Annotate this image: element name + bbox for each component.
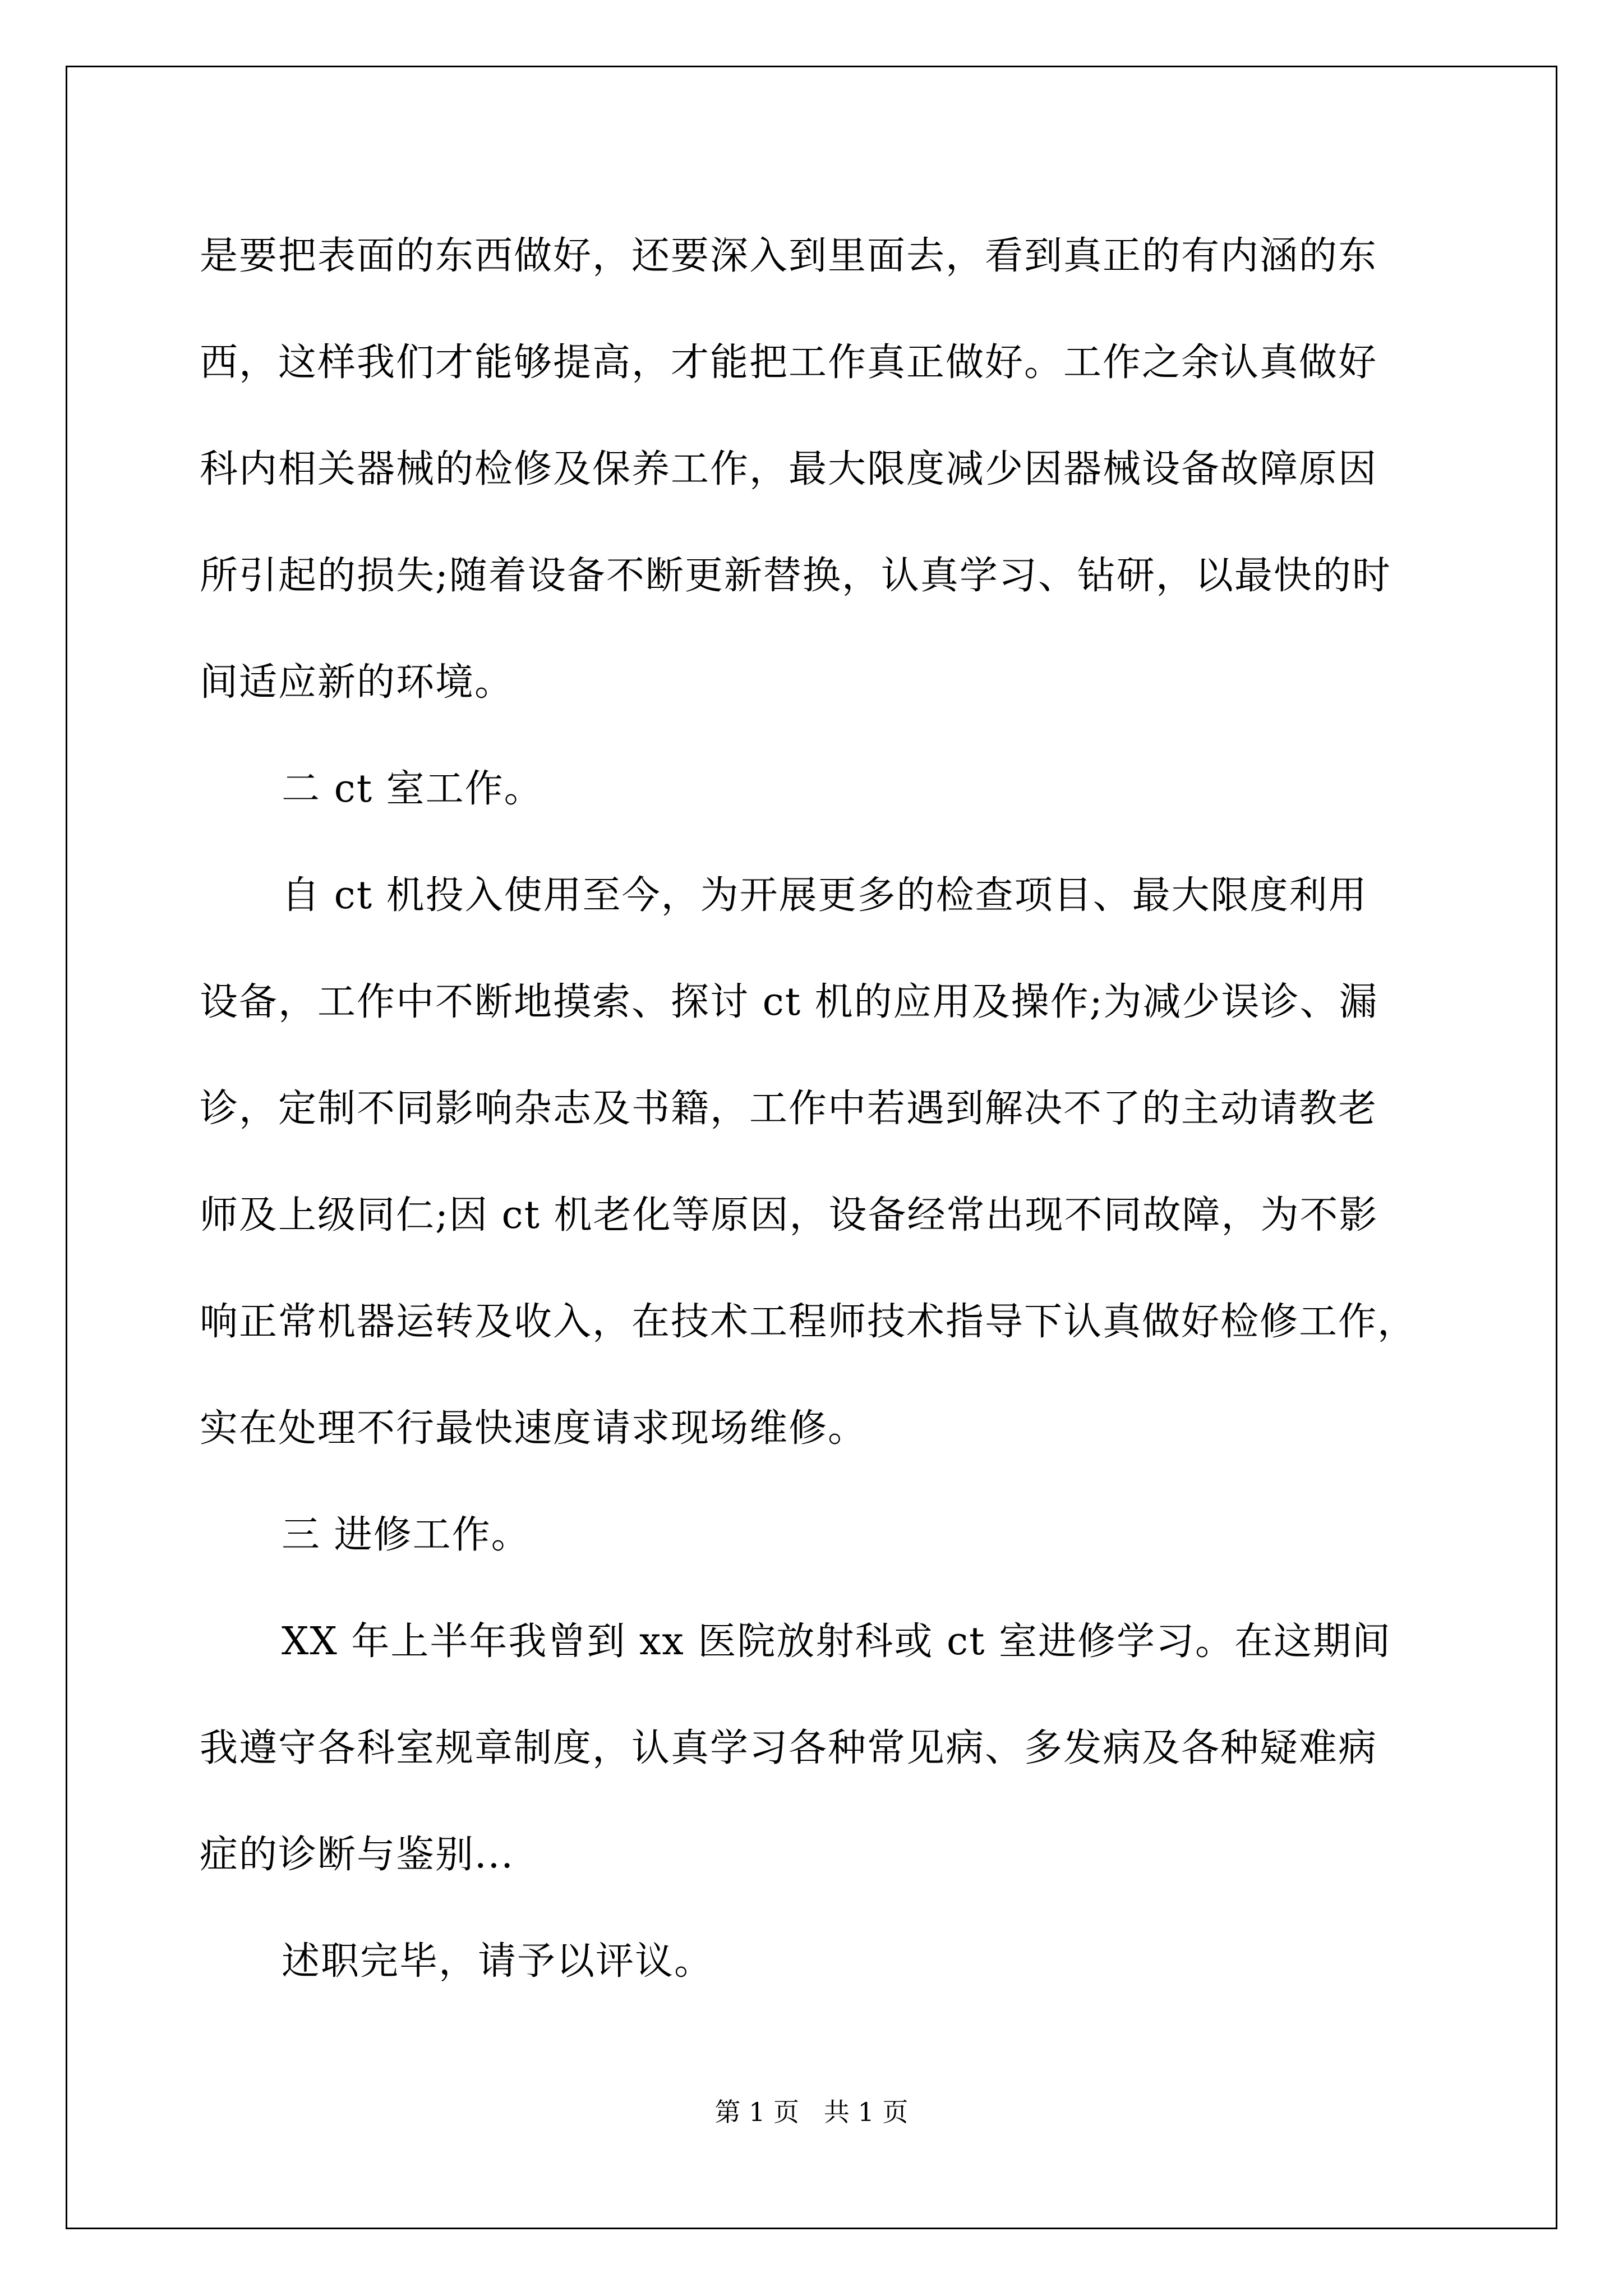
body-line: 所引起的损失;随着设备不断更新替换，认真学习、钻研，以最快的时 [200,554,1391,598]
body-line: 西，这样我们才能够提高，才能把工作真正做好。工作之余认真做好 [200,341,1378,385]
body-line: 我遵守各科室规章制度，认真学习各种常见病、多发病及各种疑难病 [200,1726,1378,1770]
paragraph-first-line: 自 ct 机投入使用至今，为开展更多的检查项目、最大限度利用 [282,873,1368,918]
paragraph-first-line: XX 年上半年我曾到 xx 医院放射科或 ct 室进修学习。在这期间 [282,1619,1392,1664]
body-line: 实在处理不行最快速度请求现场维修。 [200,1406,868,1451]
body-line: 症的诊断与鉴别... [200,1833,514,1877]
body-line: 科内相关器械的检修及保养工作，最大限度减少因器械设备故障原因 [200,447,1378,491]
document-body [200,203,1450,2015]
body-line: 间适应新的环境。 [200,660,514,705]
body-line: 诊，定制不同影响杂志及书籍，工作中若遇到解决不了的主动请教老 [200,1087,1378,1131]
closing-line: 述职完毕，请予以评议。 [282,1939,714,1984]
section-heading: 三 进修工作。 [282,1513,531,1557]
body-line: 师及上级同仁;因 ct 机老化等原因，设备经常出现不同故障，为不影 [200,1193,1378,1237]
body-line: 是要把表面的东西做好，还要深入到里面去，看到真正的有内涵的东 [200,234,1378,278]
body-line: 设备，工作中不断地摸索、探讨 ct 机的应用及操作;为减少误诊、漏 [200,980,1378,1024]
body-line: 响正常机器运转及收入，在技术工程师技术指导下认真做好检修工作， [200,1300,1417,1344]
page-number-footer: 第 1 页 共 1 页 [714,2097,909,2127]
section-heading: 二 ct 室工作。 [282,767,543,811]
